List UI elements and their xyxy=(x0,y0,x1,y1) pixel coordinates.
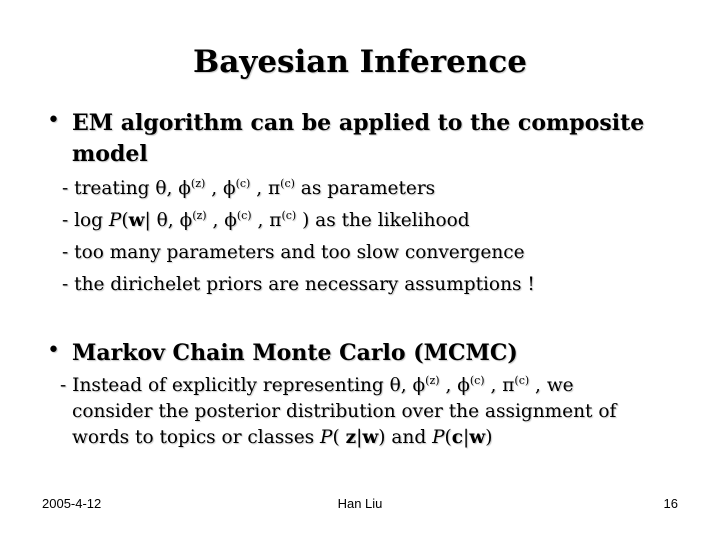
sub-item-mcmc-line-1: - Instead of explicitly representing θ, $\phi^{(z)}$ , $\phi^{(c)}$ , $\pi^{(c)}$ , we xyxy=(60,374,574,396)
footer-page-number: 16 xyxy=(663,496,678,511)
bullet-marker-1: • xyxy=(47,108,60,133)
footer-date: 2005-4-12 xyxy=(42,496,102,511)
footer-author: Han Liu xyxy=(337,496,383,511)
sub-item-too-many: - too many parameters and too slow convergence xyxy=(62,242,525,263)
bullet-2-text: Markov Chain Monte Carlo (MCMC) xyxy=(72,340,518,366)
sub-item-mcmc-line-3: words to topics or classes P( z|w) and P(c|w) xyxy=(72,427,493,448)
sub-item-dirichelet: - the dirichelet priors are necessary assumptions ! xyxy=(62,274,535,295)
bullet-marker-2: • xyxy=(47,338,60,363)
bullet-1-text: EM algorithm can be applied to the composite model xyxy=(72,110,645,167)
slide-title: Bayesian Inference xyxy=(193,44,527,80)
sub-item-treating: - treating θ, $\phi^{(z)}$ , $\phi^{(c)}$ , $\pi^{(c)}$ as parameters xyxy=(62,177,436,199)
sub-item-log-likelihood: - log P(w| θ, $\phi^{(z)}$ , $\phi^{(c)}$ , $\pi^{(c)}$ ) as the likelihood xyxy=(62,209,470,231)
sub-item-mcmc-line-2: consider the posterior distribution over the assignment of xyxy=(72,401,617,422)
